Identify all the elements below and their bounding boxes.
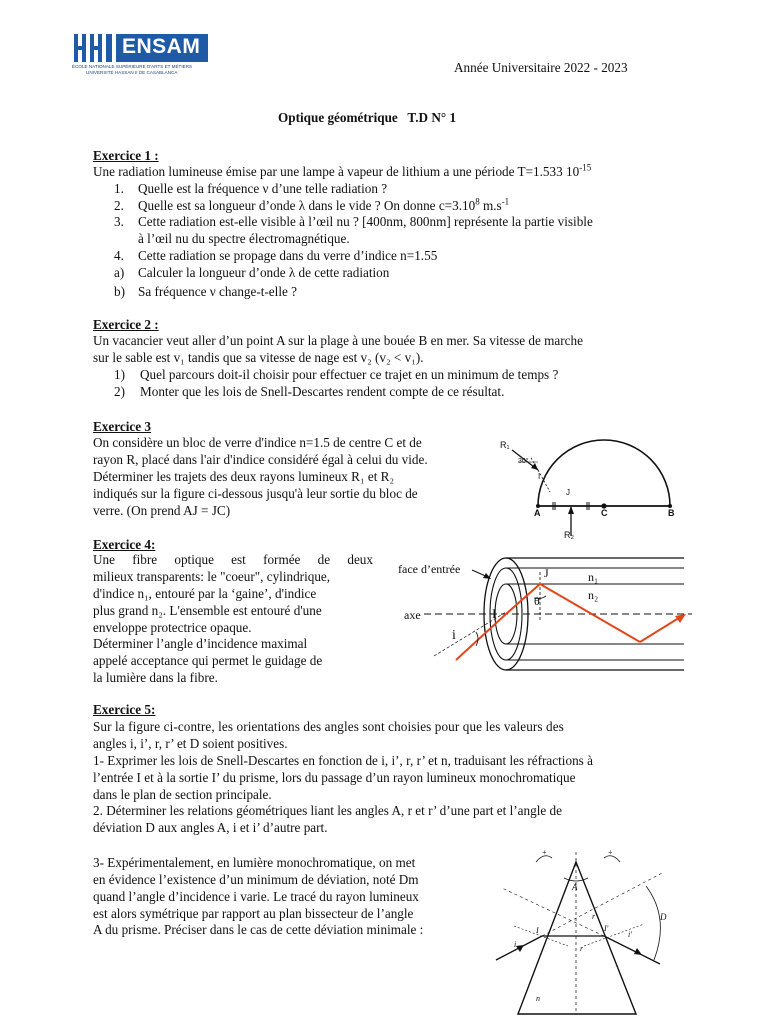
ex4-label-entry-face: face d’entrée (398, 562, 461, 576)
ex5-label-plus-right: + (608, 848, 613, 857)
ex3-line3: Déterminer les trajets des deux rayons lumineux R₁ et R₂ (93, 469, 395, 484)
ex3-label-j: J (566, 488, 570, 497)
ex3-label-c: C (601, 508, 608, 518)
ex5-para3-line3: quand l’angle d’incidence i varie. Le tracé du rayon lumineux (93, 889, 419, 904)
ex3-label-r1: R₁ (500, 440, 510, 450)
ex5-label-d: D (660, 912, 667, 922)
ex3-label-angle: 30° (518, 458, 529, 465)
ex5-para3-line5: A du prisme. Préciser dans le cas de cette déviation minimale : (93, 922, 424, 937)
ex3-label-r2: R₂ (564, 530, 574, 540)
ex2-q1: Quel parcours doit-il choisir pour effectuer ce trajet en un minimum de temps ? (140, 367, 559, 382)
ex5-label-r: r (580, 944, 584, 953)
ex4-label-n1: n₁ (588, 570, 599, 584)
ex5-line2: angles i, i’, r, r’ et D soient positives. (93, 736, 288, 751)
ex3-half-disk-figure (498, 432, 688, 544)
ex1-qb: Sa fréquence ν change-t-elle ? (138, 284, 297, 299)
ex5-label-r-prime: r' (592, 912, 597, 921)
ex4-line8: la lumière dans la fibre. (93, 670, 218, 685)
ex3-label-a: A (534, 508, 541, 518)
page-title: Optique géométrique T.D N° 1 (278, 110, 457, 125)
ex5-label-plus-left: + (542, 848, 547, 857)
ex4-line2: milieux transparents: le "coeur", cylindrique, (93, 569, 331, 584)
ex4-label-n2: n₂ (588, 588, 599, 602)
ex3-line1: On considère un bloc de verre d'indice n=1.5 de centre C et de (93, 435, 422, 450)
ex4-line4: plus grand n₂. L'ensemble est entouré d'une (93, 603, 322, 618)
ex2-line1: Un vacancier veut aller d’un point A sur la plage à une bouée B en mer. Sa vitesse de marche (93, 333, 583, 348)
ex1-q2-num: 2. (114, 198, 124, 213)
ex5-para3-line1: 3- Expérimentalement, en lumière monochromatique, on met (93, 855, 416, 870)
ex4-label-theta: θ (534, 594, 540, 608)
ex5-label-a: A (572, 882, 578, 892)
ex4-label-i-point: I (492, 606, 497, 621)
ex5-line3: 1- Exprimer les lois de Snell-Descartes en fonction de i, i’, r, r’ et n, traduisant les réfractions à (93, 753, 593, 768)
ex5-label-i-prime-point: I' (604, 924, 609, 933)
exercise-2-heading: Exercice 2 : (93, 317, 159, 332)
ex1-q4: Cette radiation se propage dans du verre d’indice n=1.55 (138, 248, 438, 263)
ex3-label-b: B (668, 508, 675, 518)
ex3-line2: rayon R, placé dans l'air d'indice considéré égal à celui du vide. (93, 452, 428, 467)
ex4-line5: enveloppe protectrice opaque. (93, 620, 252, 635)
ex1-q1: Quelle est la fréquence ν d’une telle radiation ? (138, 181, 388, 196)
ex5-label-i-point: I (536, 926, 539, 935)
ex4-label-i-angle: i (452, 628, 456, 643)
ex2-q1-num: 1) (114, 367, 125, 382)
ex1-qa-num: a) (114, 265, 125, 280)
ex5-label-i-angle: i (514, 940, 517, 949)
ex1-qa: Calculer la longueur d’onde λ de cette radiation (138, 265, 390, 280)
ex5-line7: déviation D aux angles A, i et i’ d’autre part. (93, 820, 328, 835)
ex5-para3-line4: est alors symétrique par rapport au plan bissecteur de l’angle (93, 906, 414, 921)
ex2-q2: Monter que les lois de Snell-Descartes rendent compte de ce résultat. (140, 384, 505, 399)
ex4-label-j: J (544, 566, 549, 580)
ex5-label-n: n (536, 994, 540, 1003)
ex1-q1-num: 1. (114, 181, 124, 196)
ex2-q2-num: 2) (114, 384, 125, 399)
ex1-qb-num: b) (114, 284, 125, 299)
ex3-line4: indiqués sur la figure ci-dessous jusqu'à leur sortie du bloc de (93, 486, 418, 501)
exercise-4-heading: Exercice 4: (93, 537, 156, 552)
ex3-label-i: I (538, 472, 541, 481)
academic-year: Année Universitaire 2022 - 2023 (454, 60, 628, 75)
ex3-line5: verre. (On prend AJ = JC) (93, 503, 231, 518)
exercise-1-intro: Une radiation lumineuse émise par une lampe à vapeur de lithium a une période T=1.533 $10^{-15}$ (93, 162, 592, 179)
ex1-q3-line1: Cette radiation est-elle visible à l’œil nu ? [400nm, 800nm] représente la partie visible (138, 214, 593, 229)
ex4-line7: appelé acceptance qui permet le guidage de (93, 653, 323, 668)
ex5-line6: 2. Déterminer les relations géométriques liant les angles A, r et r’ d’une part et l’angle de (93, 803, 562, 818)
ex1-q3-num: 3. (114, 214, 124, 229)
ex5-line4: l’entrée I et à la sortie I’ du prisme, lors du passage d’un rayon lumineux monochromatique (93, 770, 576, 785)
ex5-line1: Sur la figure ci-contre, les orientations des angles sont choisies pour que les valeurs des (93, 719, 564, 734)
ex5-label-i-prime-angle: i' (628, 930, 632, 939)
ex5-prism-figure (494, 848, 674, 1016)
ex4-line6: Déterminer l’angle d’incidence maximal (93, 636, 308, 651)
ex1-q4-num: 4. (114, 248, 124, 263)
logo-text: ENSAM (122, 35, 201, 58)
ex4-line3: d'indice n₁, entouré par la ‘gaine’, d'indice (93, 586, 317, 601)
ex4-optical-fiber-figure (394, 550, 692, 672)
ex2-line2: sur le sable est v₁ tandis que sa vitesse de nage est v₂ (v₂ < v₁). (93, 350, 424, 365)
ex5-para3-line2: en évidence l’existence d’un minimum de déviation, noté Dm (93, 872, 419, 887)
ex1-q2: Quelle est sa longueur d’onde λ dans le vide ? On donne $c=3.10^8$ $m.s^{-1}$ (138, 196, 510, 213)
ex1-q3-line2: à l’œil nu du spectre électromagnétique. (138, 231, 350, 246)
ensam-logo (72, 30, 218, 80)
ex4-label-axis: axe (404, 608, 421, 622)
ex4-line1: Une fibre optique est formée de deux (93, 552, 373, 567)
logo-subtitle-2: UNIVERSITÉ HASSAN II DE CASABLANCA (86, 70, 178, 75)
exercise-3-heading: Exercice 3 (93, 419, 151, 434)
exercise-1-heading: Exercice 1 : (93, 148, 159, 163)
exercise-5-heading: Exercice 5: (93, 702, 156, 717)
logo-subtitle-1: ÉCOLE NATIONALE SUPÉRIEURE D'ARTS ET MÉTIERS (72, 64, 193, 69)
ex5-line5: dans le plan de section principale. (93, 787, 272, 802)
